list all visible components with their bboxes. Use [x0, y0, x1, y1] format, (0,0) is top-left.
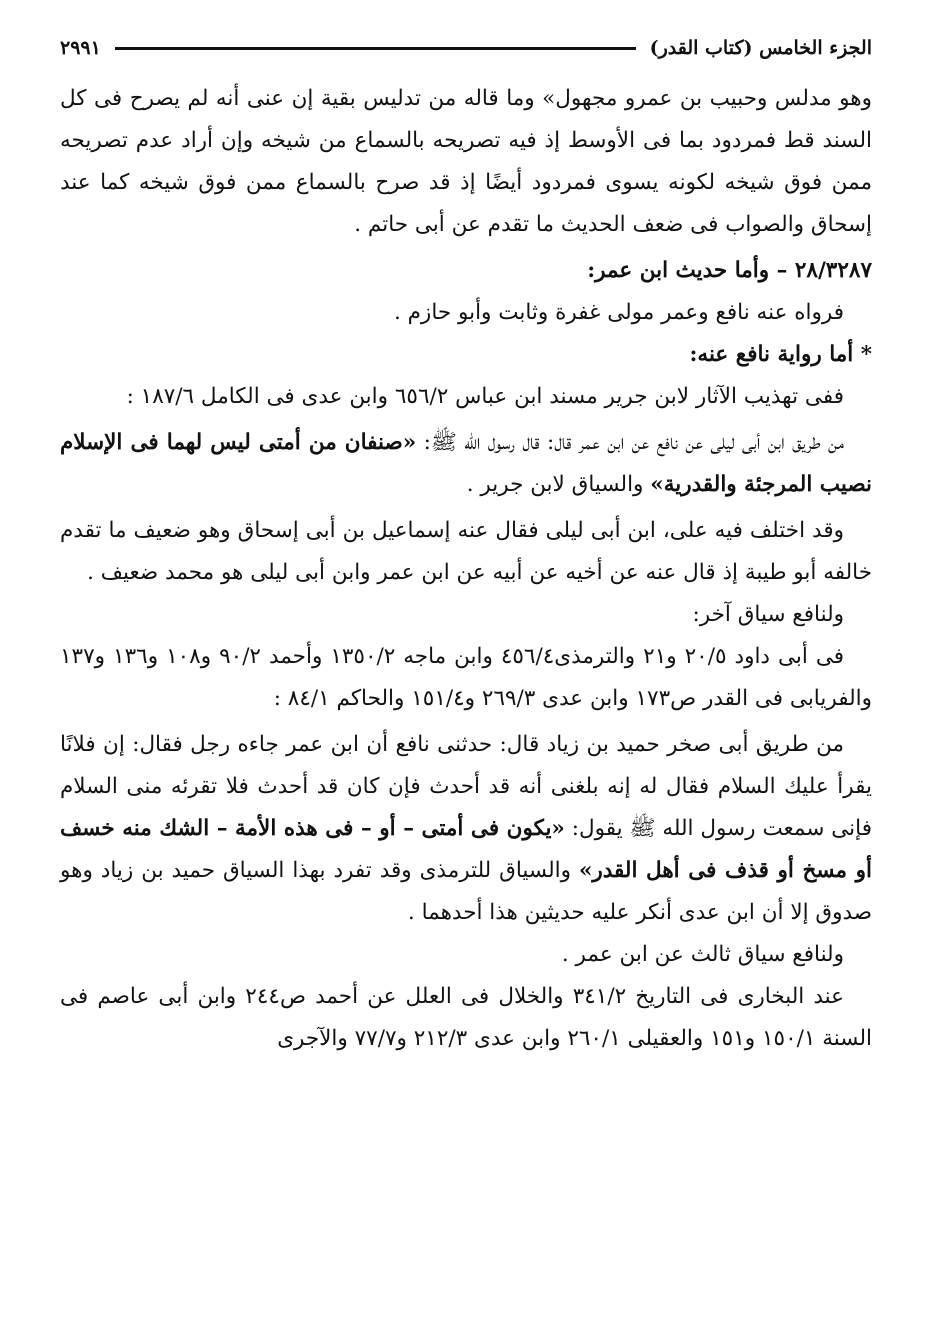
paragraph-9: ولنافع سياق ثالث عن ابن عمر .	[561, 942, 844, 967]
page-header	[60, 30, 872, 66]
paragraph-8-outro: والسياق للترمذى وقد تفرد بهذا السياق حميد بن زياد وهو صدوق إلا أن ابن عدى أنكر عليه حديثين هذا أحدهما .	[60, 858, 872, 925]
paragraph-6: ولنافع سياق آخر:	[692, 602, 844, 627]
paragraph-10: عند البخارى فى التاريخ ٣٤١/٢ والخلال فى العلل عن أحمد ص٢٤٤ وابن أبى عاصم فى السنة ١٥٠/١ و١٥١ والعقيلى ٢٦٠/١ وابن عدى ٢١٢/٣ و٧٧/٧ والآجرى	[60, 984, 872, 1051]
paragraph-7: فى أبى داود ٢٠/٥ و٢١ والترمذى٤٥٦/٤ وابن ماجه ١٣٥٠/٢ وأحمد ٩٠/٢ و١٠٨ و١٣٦ و١٣٧ والفريابى فى القدر ص١٧٣ وابن عدى ٢٦٩/٣ و١٥١/٤ والحاكم ٨٤/١ :	[60, 644, 872, 711]
hadith-text-1: «صنفان من أمتى ليس لهما فى الإسلام نصيب المرجئة والقدرية»	[60, 430, 872, 497]
running-title: الجزء الخامس (كتاب القدر)	[649, 37, 872, 59]
book-page	[60, 30, 872, 1310]
paragraph-4-outro: والسياق لابن جرير .	[466, 472, 651, 497]
paragraph-4	[60, 422, 872, 506]
paragraph-8	[60, 724, 872, 934]
header-rule	[115, 47, 636, 50]
hadith-heading: ٢٨/٣٢٨٧ – وأما حديث ابن عمر:	[587, 258, 872, 283]
page-body	[60, 78, 872, 1060]
paragraph-4-intro: من طريق ابن أبى ليلى عن نافع عن ابن عمر قال: قال رسول الله ﷺ:	[416, 430, 844, 455]
section-heading: * أما رواية نافع عنه:	[689, 342, 872, 367]
paragraph-8-intro: من طريق أبى صخر حميد بن زياد قال: حدثنى نافع أن ابن عمر جاءه رجل فقال: إن فلانًا يقرأ عليك السلام فقال له إنه بلغنى أنه قد أحدث فإن كان قد أحدث فلا تقرئه منى السلام فإنى سمعت رسول الله ﷺ يقول:	[60, 732, 872, 841]
paragraph-5: وقد اختلف فيه على، ابن أبى ليلى فقال عنه إسماعيل بن أبى إسحاق وهو ضعيف ما تقدم خالفه أبو طيبة إذ قال عنه عن أخيه عن أبيه عن ابن عمر وابن أبى ليلى هو محمد ضعيف .	[60, 518, 872, 585]
paragraph-2: فرواه عنه نافع وعمر مولى غفرة وثابت وأبو حازم .	[393, 300, 844, 325]
hadith-text-2: «يكون فى أمتى – أو – فى هذه الأمة – الشك منه خسف أو مسخ أو قذف فى أهل القدر»	[60, 816, 872, 883]
paragraph-1: وهو مدلس وحبيب بن عمرو مجهول» وما قاله من تدليس بقية إن عنى أنه لم يصرح فى كل السند قط فمردود بما فى الأوسط إذ فيه تصريحه بالسماع من شيخه وإن أراد عدم تصريحه ممن فوق شيخه لكونه يسوى فمردود أيضًا إذ قد صرح بالسماع ممن فوق شيخه كما عند إسحاق والصواب فى ضعف الحديث ما تقدم عن أبى حاتم .	[60, 86, 872, 237]
paragraph-3: ففى تهذيب الآثار لابن جرير مسند ابن عباس ٦٥٦/٢ وابن عدى فى الكامل ١٨٧/٦ :	[126, 384, 844, 409]
page-number: ٢٩٩١	[60, 37, 101, 59]
